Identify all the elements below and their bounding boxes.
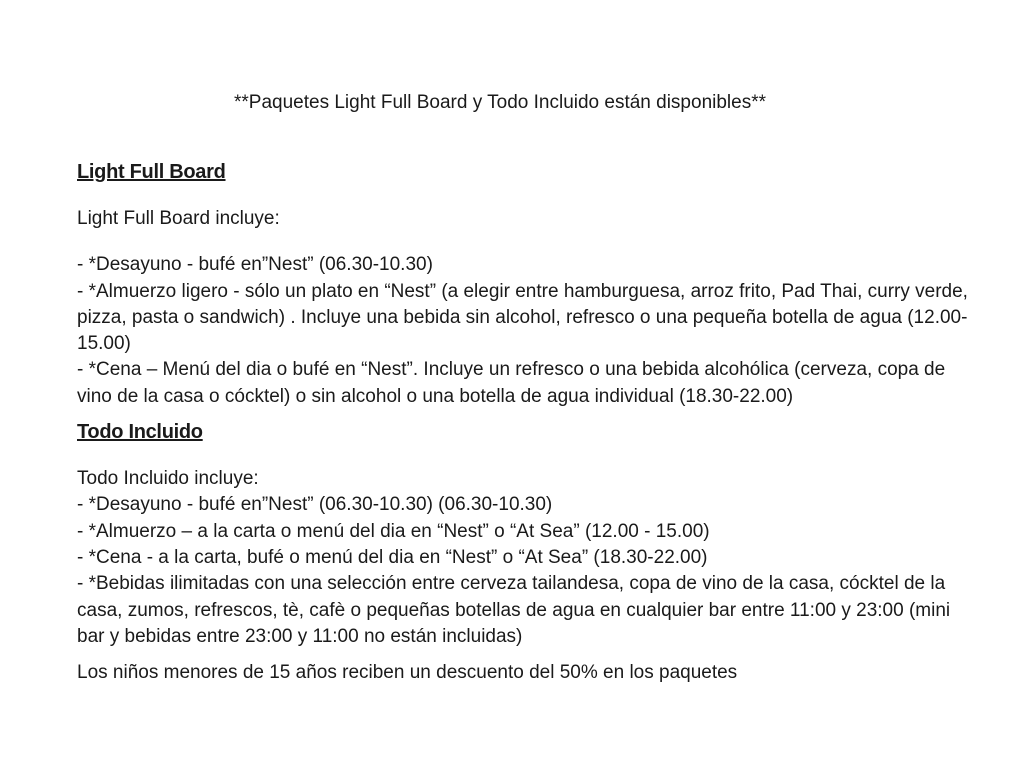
todo-incluido-intro: Todo Incluido incluye: bbox=[77, 468, 259, 490]
page-title: **Paquetes Light Full Board y Todo Incluido están disponibles** bbox=[234, 92, 766, 113]
discount-note: Los niños menores de 15 años reciben un descuento del 50% en los paquetes bbox=[77, 662, 738, 684]
slide-content bbox=[77, 158, 977, 686]
list-item-almuerzo: - *Almuerzo – a la carta o menú del dia en “Nest” o “At Sea” (12.00 - 15.00) bbox=[77, 520, 710, 542]
list-item-desayuno: - *Desayuno - bufé en”Nest” (06.30-10.30) bbox=[77, 254, 433, 276]
light-full-board-intro: Light Full Board incluye: bbox=[77, 208, 280, 229]
light-full-board-list bbox=[77, 252, 977, 410]
section-heading-light-full-board: Light Full Board bbox=[77, 161, 226, 183]
todo-incluido-block bbox=[77, 466, 977, 650]
list-item-desayuno: - *Desayuno - bufé en”Nest” (06.30-10.30) (06.30-10.30) bbox=[77, 494, 553, 516]
list-item-bebidas: - *Bebidas ilimitadas con una selección entre cerveza tailandesa, copa de vino de la casa, cócktel de la casa, zumos, refrescos, tè, cafè o pequeñas botellas de agua en cualquier bar entre 11:00 y 23:00 (mini bar y bebidas entre 23:00 y 11:00 no están incluidas) bbox=[77, 573, 951, 647]
list-item-almuerzo-ligero: - *Almuerzo ligero - sólo un plato en “Nest” (a elegir entre hamburguesa, arroz frito, Pad Thai, curry verde, pizza, pasta o sandwich) . Incluye una bebida sin alcohol, refresco o una pequeña botella de agua (12.00-15.00) bbox=[77, 280, 968, 355]
list-item-cena: - *Cena - a la carta, bufé o menú del dia en “Nest” o “At Sea” (18.30-22.00) bbox=[77, 546, 708, 568]
section-heading-todo-incluido: Todo Incluido bbox=[77, 421, 203, 444]
list-item-cena: - *Cena – Menú del dia o bufé en “Nest”. Incluye un refresco o una bebida alcohólica (cerveza, copa de vino de la casa o cócktel) o sin alcohol o una botella de agua individual (18.30-22.00) bbox=[77, 359, 946, 407]
